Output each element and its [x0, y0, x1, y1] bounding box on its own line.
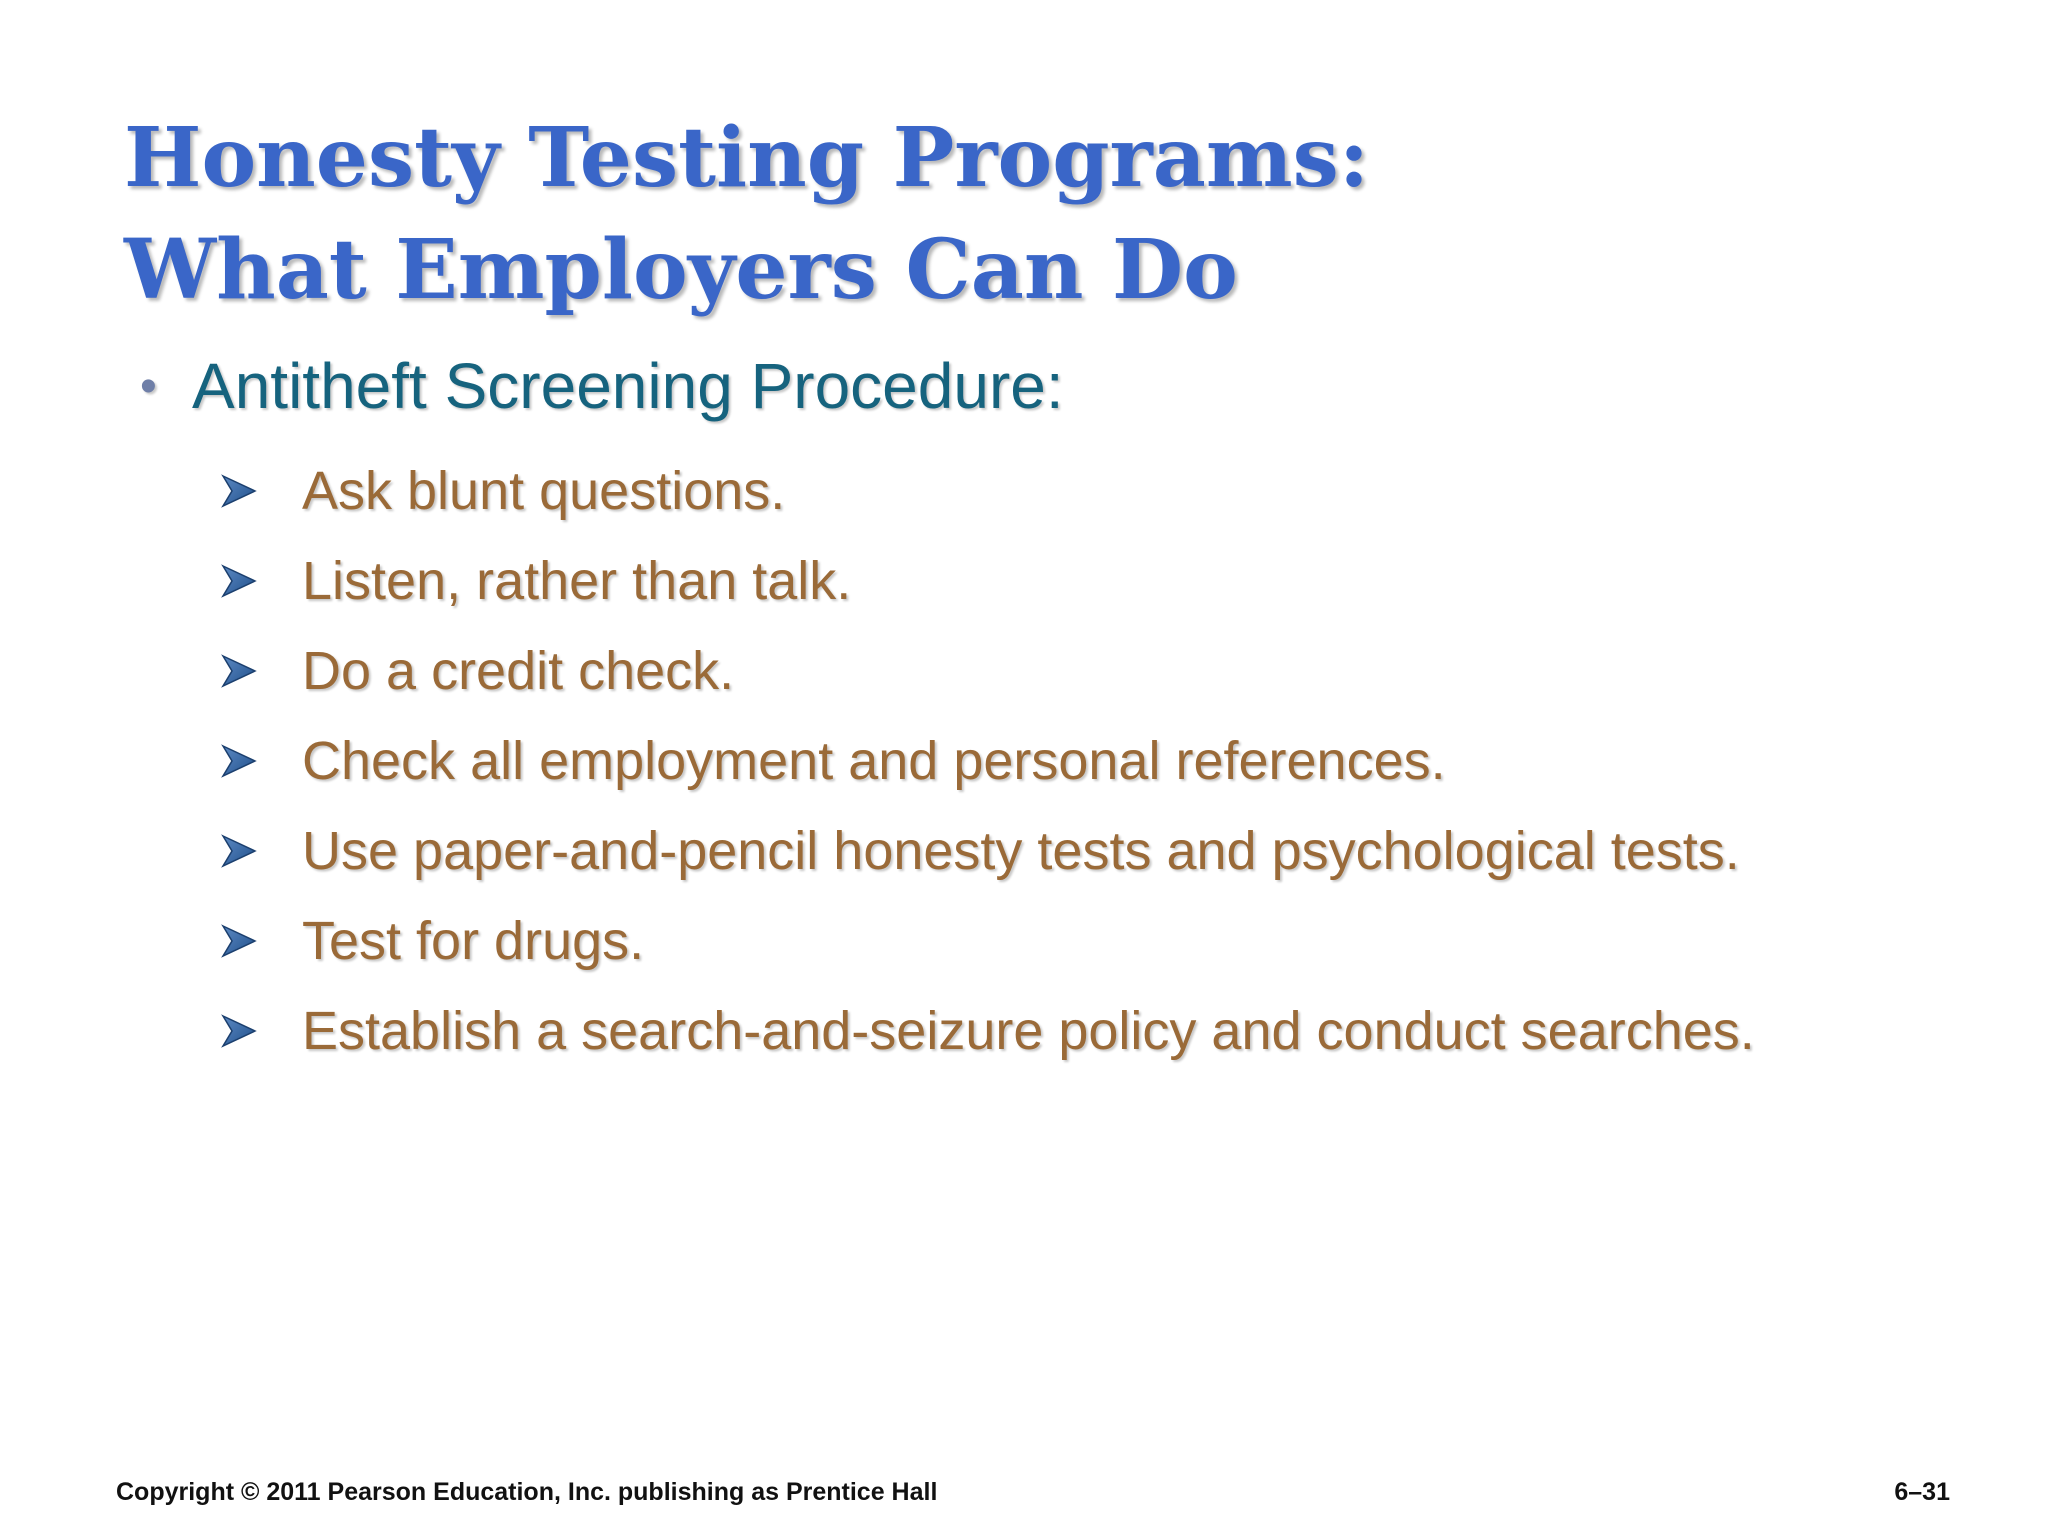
arrowhead-bullet-icon [220, 472, 258, 510]
sub-bullet-item [220, 446, 1755, 536]
sub-bullet-item [220, 626, 1755, 716]
arrowhead-bullet-icon [220, 832, 258, 870]
arrowhead-bullet-icon [220, 652, 258, 690]
title-line-1: Honesty Testing Programs: [124, 110, 1370, 206]
copyright-notice: Copyright © 2011 Pearson Education, Inc. publishing as Prentice Hall [116, 1478, 938, 1506]
sub-bullet-text: Check all employment and personal references. [302, 731, 1446, 791]
sub-bullet-item [220, 536, 1755, 626]
sub-bullet-item [220, 716, 1755, 806]
main-bullet-text: Antitheft Screening Procedure: [192, 350, 1064, 422]
sub-bullet-item [220, 896, 1755, 986]
arrowhead-bullet-icon [220, 922, 258, 960]
slide-number: 6–31 [1894, 1478, 1950, 1506]
sub-bullet-text: Use paper-and-pencil honesty tests and psychological tests. [302, 821, 1740, 881]
sub-bullet-text: Do a credit check. [302, 641, 735, 701]
slide-title [124, 102, 1369, 326]
sub-bullet-text: Test for drugs. [302, 911, 645, 971]
slide-footer [116, 1478, 1950, 1507]
sub-bullet-item [220, 986, 1755, 1076]
sub-bullet-text: Ask blunt questions. [302, 461, 786, 521]
arrowhead-bullet-icon [220, 1012, 258, 1050]
arrowhead-bullet-icon [220, 562, 258, 600]
arrowhead-bullet-icon [220, 742, 258, 780]
sub-bullet-text: Listen, rather than talk. [302, 551, 852, 611]
title-line-2: What Employers Can Do [124, 222, 1238, 318]
bullet-dot-icon: • [140, 360, 157, 413]
sub-bullet-text: Establish a search-and-seizure policy and conduct searches. [302, 1001, 1755, 1061]
sub-bullet-list [220, 446, 1755, 1076]
sub-bullet-item [220, 806, 1755, 896]
main-bullet [140, 345, 1064, 428]
